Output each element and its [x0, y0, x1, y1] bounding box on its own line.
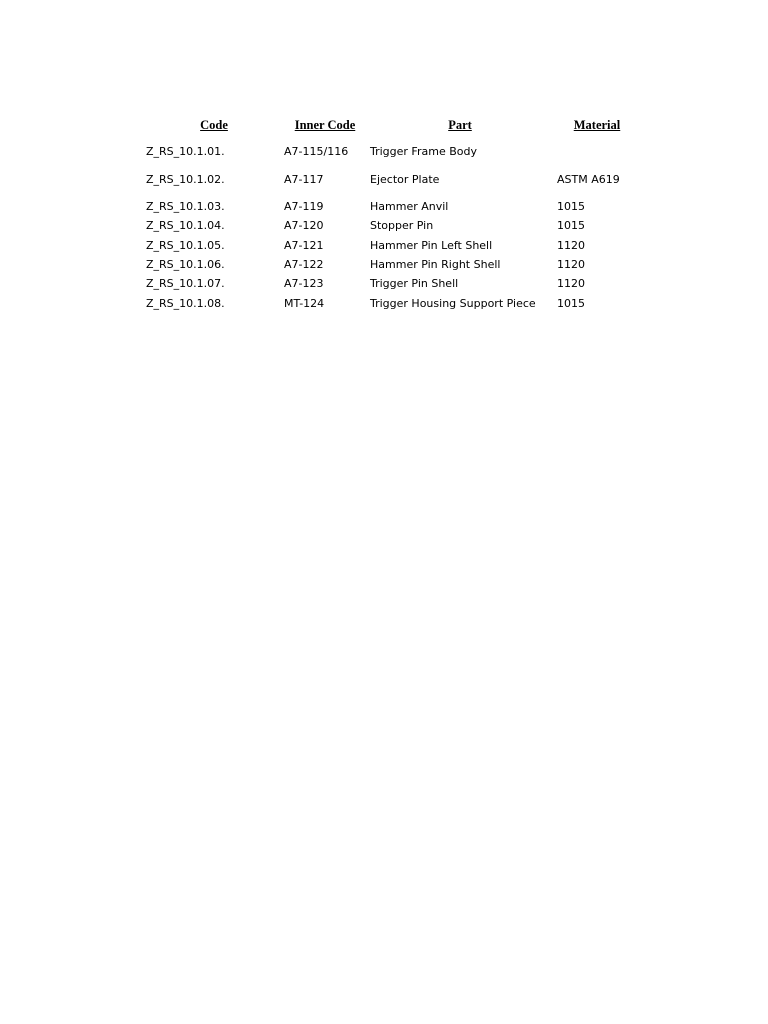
cell-inner-code: MT-124 [284, 297, 325, 310]
table-row [140, 294, 640, 313]
cell-part: Stopper Pin [370, 219, 434, 232]
parts-table [140, 114, 640, 310]
cell-material: ASTM A619 [557, 173, 620, 186]
table-row [140, 216, 640, 235]
cell-part: Trigger Pin Shell [370, 277, 459, 290]
table-row [140, 236, 640, 255]
cell-code: Z_RS_10.1.02. [146, 173, 225, 186]
table-header [140, 114, 640, 136]
table-row [140, 274, 640, 293]
cell-code: Z_RS_10.1.03. [146, 200, 225, 213]
cell-code: Z_RS_10.1.06. [146, 258, 225, 271]
cell-inner-code: A7-120 [284, 219, 324, 232]
cell-part: Hammer Pin Right Shell [370, 258, 501, 271]
table-row [140, 255, 640, 274]
cell-inner-code: A7-122 [284, 258, 324, 271]
cell-material: 1120 [557, 239, 585, 252]
cell-part: Ejector Plate [370, 173, 440, 186]
cell-code: Z_RS_10.1.01. [146, 145, 225, 158]
cell-material: 1015 [557, 200, 585, 213]
cell-material: 1120 [557, 258, 585, 271]
cell-inner-code: A7-121 [284, 239, 324, 252]
header-part: Part [448, 118, 472, 132]
cell-part: Trigger Housing Support Piece [370, 297, 536, 310]
cell-part: Hammer Pin Left Shell [370, 239, 493, 252]
cell-code: Z_RS_10.1.05. [146, 239, 225, 252]
cell-material: 1015 [557, 297, 585, 310]
table-row [140, 142, 640, 161]
cell-inner-code: A7-115/116 [284, 145, 349, 158]
cell-inner-code: A7-119 [284, 200, 324, 213]
cell-part: Trigger Frame Body [370, 145, 477, 158]
table-row [140, 170, 640, 189]
cell-code: Z_RS_10.1.08. [146, 297, 225, 310]
cell-inner-code: A7-117 [284, 173, 324, 186]
table-row [140, 197, 640, 216]
cell-material: 1120 [557, 277, 585, 290]
header-material: Material [573, 118, 621, 132]
cell-part: Hammer Anvil [370, 200, 449, 213]
cell-material: 1015 [557, 219, 585, 232]
header-inner-code: Inner Code [294, 118, 356, 132]
cell-inner-code: A7-123 [284, 277, 324, 290]
cell-code: Z_RS_10.1.07. [146, 277, 225, 290]
cell-code: Z_RS_10.1.04. [146, 219, 225, 232]
header-code: Code [200, 118, 228, 132]
